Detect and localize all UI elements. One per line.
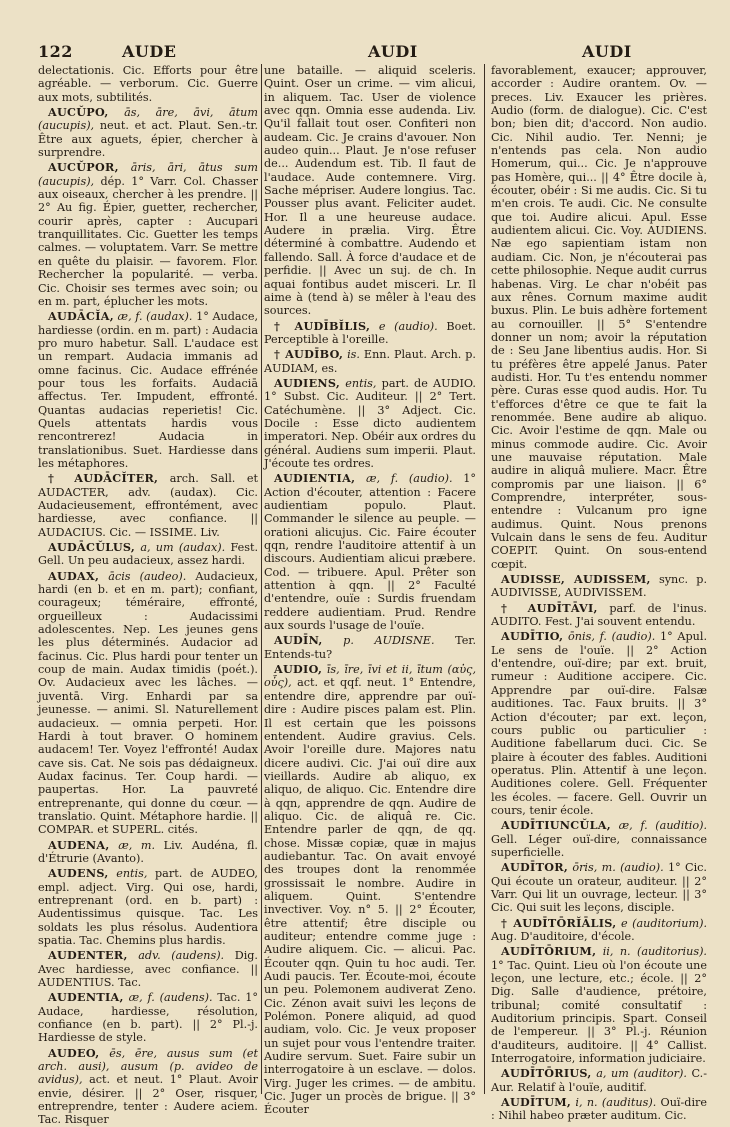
dictionary-entry — [264, 64, 476, 318]
entry-definition: Fest. Gell. Un peu audacieux, assez hardi. — [38, 541, 259, 568]
entry-definition: neut. et act. Plaut. Sen.-tr. Être aux aguets, épier, chercher à surprendre. — [38, 119, 258, 160]
entry-morphology: æ, m. — [109, 838, 156, 852]
entry-definition: Aug. D'auditoire, d'école. — [491, 930, 635, 943]
entry-morphology: ōris, m. (audio). — [568, 861, 664, 875]
entry-definition: 1° Apul. Le sens de l'ouïe. || 2° Action d'entendre, ouï-dire; par ext. bruit, rumeur : Auditione accipere. Cic. Apprendre par ouï-dire. Falsæ auditiones. Tac. Faux bruits. || 3° Action d'écouter; par ext. leçon, cours public ou particulier : Auditione fabellarum duci. Cic. Se plaire à écouter des fables. Auditioni operatus. Plin. Attentif à une leçon. Auditiones colere. Gell. Fréquenter les écoles. — facere. Gell. Ouvrir un cours, tenir école. — [491, 630, 708, 817]
headword: AUDĪTIUNCŬLA, — [501, 818, 611, 833]
headword: AUCŬPO, — [48, 105, 109, 120]
headword: AUDĪN, — [274, 633, 323, 648]
headword: † AUDĀCĬTER, — [48, 471, 159, 486]
dictionary-entry — [491, 602, 707, 629]
entry-morphology: entis, — [340, 376, 377, 390]
entry-definition: Ter. Entends-tu? — [264, 634, 476, 661]
headword: † AUDĪBĬLIS, — [274, 318, 371, 333]
dictionary-entry — [38, 991, 258, 1044]
entry-morphology: ōnis, f. (audio). — [563, 630, 656, 644]
dictionary-entry — [38, 867, 258, 947]
dictionary-entry — [491, 819, 707, 859]
dictionary-entry — [38, 949, 258, 989]
entry-definition: 1° Tac. Quint. Lieu où l'on écoute une leçon, une lecture, etc.; école. || 2° Dig. Salle d'audience, prétoire, tribunal; comité consultatif : Auditorium principis. Spart. Conseil de l'empereur. || 3° Pl.-j. Réunion d'auditeurs, auditoire. || 4° Callist. Interrogatoire, information judiciaire. — [491, 958, 707, 1066]
entry-definition: dép. 1° Varr. Col. Chasser aux oiseaux, chercher à les prendre. || 2° Au fig. Épier, guetter, rechercher, courir après, capter : Aucupari tranquillitates. Cic. Guetter les temps calmes. — voluptatem. Varr. Se mettre en quête du plaisir. — favorem. Flor. Rechercher la popularité. — verba. Cic. Choisir ses termes avec soin; ou en m. part, éplucher les mots. — [38, 174, 258, 308]
headword: AUDĪTUM, — [501, 1095, 572, 1110]
entry-definition: parf. de l'inus. AUDITO. Fest. J'ai souvent entendu. — [491, 601, 707, 629]
entry-morphology: is. — [343, 348, 360, 362]
column-3 — [491, 64, 708, 1123]
entry-morphology: æ, f. (audens). — [123, 991, 213, 1005]
entry-morphology: ācis (audeo). — [99, 569, 187, 583]
dictionary-entry — [491, 861, 707, 914]
column-rule — [484, 64, 485, 1094]
dictionary-entry — [38, 570, 258, 837]
entry-definition: 1° Audace, hardiesse (ordin. en m. part) : Audacia pro muro habetur. Sall. L'audace est un rempart. Audacia immanis ad omne facinus. Cic. Audace effrénée pour tous les forfaits. Audaciā affectus. Ter. Impudent, effronté. Quantas audacias reperietis! Cic. Quels attentats hardis vous rencontrerez! Audacia in translationibus. Suet. Hardiesse dans les métaphores. — [38, 310, 258, 470]
headword: AUDISSE, AUDISSEM, — [501, 572, 651, 587]
entry-morphology: e (auditorium). — [616, 916, 707, 930]
dictionary-entry — [491, 573, 707, 600]
entry-definition: part. de AUDIO. 1° Subst. Cic. Auditeur. || 2° Tert. Catéchumène. || 3° Adject. Cic. Docile : Esse dicto audientem imperatori. Nep. Obéir aux ordres du général. Audiens sum imperii. Plaut. J'écoute tes ordres. — [264, 376, 476, 470]
entry-morphology: entis, — [108, 867, 148, 881]
headword: AUDIENS, — [274, 375, 341, 390]
guide-word-right: AUDI — [582, 42, 632, 61]
entry-morphology: i, n. (auditus). — [571, 1096, 657, 1110]
entry-definition: delectationis. Cic. Efforts pour être agréable. — verborum. Cic. Guerre aux mots, subtilités. — [38, 64, 258, 104]
entry-definition: 1° Action d'écouter, attention : Facere audientiam populo. Plaut. Commander le silence au peuple. — orationi alicujus. Cic. Faire écouter qqn, rendre l'auditoire attentif à un discours. Audientiam alicui præbere. Cod. — tribuere. Apul. Prêter son attention à qqn. || 2° Faculté d'entendre, ouïe : Surdis fruendam reddere audientiam. Prud. Rendre aux sourds l'usage de l'ouïe. — [264, 472, 476, 633]
dictionary-entry — [38, 1047, 258, 1127]
column-2 — [264, 64, 476, 1117]
entry-definition: Audacieux, hardi (en b. et en m. part); confiant, courageux; téméraire, effronté, orgueilleux : Audacissimi adolescentes. Nep. Les jeunes gens les plus déterminés. Audacior ad facinus. Cic. Plus hardi pour tenter un coup de main. Audax timidis (poét.). Ov. Audacieux avec les lâches. — juventā. Virg. Enhardi par sa jeunesse. — animi. Sl. Naturellement audacieux. — omnia perpeti. Hor. Hardi à tout braver. O hominem audacem! Ter. Voyez l'effronté! Audax cave sis. Cat. Ne sois pas dédaigneux. Audax facinus. Ter. Coup hardi. — paupertas. Hor. La pauvreté entreprenante, qui donne du cœur. — translatio. Quint. Métaphore hardie. || COMPAR. et SUPERL. cités. — [38, 569, 258, 837]
entry-definition: arch. Sall. et AUDACTER, adv. (audax). Cic. Audacieusement, effrontément, avec hardiesse, avec confiance. || AUDACIUS. Cic. — ISSIME. Liv. — [38, 472, 258, 539]
dictionary-entry — [264, 320, 476, 347]
headword: AUDENA, — [48, 837, 110, 852]
headword: † AUDĪTŌRĬĀLIS, — [501, 915, 617, 930]
entry-morphology: a, um (auditor). — [591, 1067, 687, 1081]
entry-definition: sync. p. AUDIVISSE, AUDIVISSEM. — [491, 573, 708, 600]
entry-morphology: a, um (audax). — [135, 541, 226, 555]
headword: AUDĪTOR, — [501, 860, 569, 875]
headword: AUDENTER, — [48, 948, 128, 963]
dictionary-entry — [491, 1096, 707, 1123]
dictionary-entry — [491, 64, 707, 571]
headword: AUCŬPOR, — [48, 160, 119, 175]
entry-morphology: adv. (audens). — [127, 949, 225, 963]
dictionary-entry — [38, 310, 258, 470]
dictionary-entry — [264, 663, 476, 1117]
headword: AUDIO, — [274, 662, 323, 677]
entry-morphology: p. AUDISNE. — [322, 634, 435, 648]
entry-definition: act. et neut. 1° Plaut. Avoir envie, désirer. || 2° Oser, risquer, entreprendre, tenter : Audere aciem. Tac. Risquer — [38, 1073, 258, 1127]
entry-definition: une bataille. — aliquid sceleris. Quint. Oser un crime. — vim alicui, in aliquem. Tac. User de violence avec qqn. Omnia esse audenda. Liv. Qu'il fallait tout oser. Confiteri non audeam. Cic. Je crains d'avouer. Non audeo quin... Plaut. Je n'ose refuser de... Audendum est. Tib. Il faut de l'audace. Aude contemnere. Virg. Sache mépriser. Audere longius. Tac. Pousser plus avant. Feliciter audet. Hor. Il a une heureuse audace. Audere in prælia. Virg. Être déterminé à combattre. Audendo et fallendo. Sall. À force d'audace et de perfidie. || Avec un suj. de ch. In aquai fontibus audet misceri. Lr. Il aime à (tend à) se mêler à l'eau des sources. — [264, 64, 476, 318]
dictionary-entry — [491, 630, 707, 817]
headword: AUDĪTŌRIUM, — [501, 944, 597, 959]
dictionary-entry — [491, 945, 707, 1065]
guide-word-left: AUDE — [122, 42, 177, 61]
headword: AUDEO, — [48, 1045, 100, 1060]
dictionary-entry — [38, 64, 258, 104]
headword: AUDENS, — [48, 866, 109, 881]
dictionary-entry — [264, 377, 476, 470]
headword: AUDIENTIA, — [274, 471, 356, 486]
dictionary-entry — [491, 1067, 707, 1094]
dictionary-entry — [38, 541, 258, 568]
dictionary-entry — [491, 917, 707, 944]
headword: AUDĀCŬLUS, — [48, 540, 136, 555]
dictionary-entry — [264, 472, 476, 632]
entry-morphology: ās, āre, āvi, ātum (aucupis), — [38, 106, 258, 133]
entry-morphology: ii, n. (auditorius). — [596, 945, 707, 959]
entry-definition: 1° Cic. Qui écoute un orateur, auditeur. || 2° Varr. Qui lit un ouvrage, lecteur. || 3° Cic. Qui suit les leçons, disciple. — [491, 861, 707, 915]
page-number: 122 — [38, 42, 73, 61]
entry-definition: part. de AUDEO, empl. adject. Virg. Qui ose, hardi, entreprenant (ord. en b. part) : Audentissimus quisque. Tac. Les soldats les plus résolus. Audentiora spatia. Tac. Chemins plus hardis. — [38, 867, 258, 947]
entry-definition: Liv. Audéna, fl. d'Étrurie (Avanto). — [38, 838, 258, 865]
dictionary-entry — [264, 348, 476, 375]
entry-definition: Tac. 1° Audace, hardiesse, résolution, confiance (en b. part). || 2° Pl.-j. Hardiesse de style. — [38, 991, 258, 1045]
entry-definition: Boet. Perceptible à l'oreille. — [264, 319, 476, 346]
entry-morphology: īs, īre, īvi et ii, ītum (αὐς, οὖς), — [264, 663, 476, 690]
entry-morphology: æ, f. (audax). — [113, 310, 193, 324]
dictionary-entry — [38, 106, 258, 159]
column-rule — [261, 64, 262, 1094]
entry-definition: Gell. Léger ouï-dire, connaissance superficielle. — [491, 832, 707, 859]
entry-definition: favorablement, exaucer; approuver, accorder : Audire orantem. Ov. — preces. Liv. Exaucer les prières. Audio (form. de dialogue). Cic. C'est bon; bien dit; d'accord. Non audio. Cic. Nihil audio. Ter. Nenni; je n'entends pas cela. Non audio Homerum, qui... Cic. Je n'approuve pas Homère, qui... || 4° Être docile à, écouter, obéir : Si me audis. Cic. Si tu m'en crois. Te audi. Cic. Ne consulte que toi. Audire alicui. Apul. Esse audientem alicui. Cic. Voy. AUDIENS. Næ ego sapientiam istam non audiam. Cic. Non, je n'écouterai pas cette philosophie. Neque audit currus habenas. Virg. Le char n'obéit pas aux rênes. Cornum maxime audit buxus. Plin. Le buis adhère fortement au cornouiller. || 5° S'entendre donner un nom; avoir la réputation de : Seu Jane libentius audis. Hor. Si tu préfères être appelé Janus. Pater audisti. Hor. Tu t'es entendu nommer père. Curas esse quod audis. Hor. Tu t'efforces d'être ce que te fait la renommée. Bene audire ab aliquo. Cic. Avoir l'estime de qqn. Male ou minus commode audire. Cic. Avoir une mauvaise réputation. Male audire in aliquâ muliere. Macr. Être compromis par une liaison. || 6° Comprendre, interpréter, sous-entendre : Vulcanum pro igne audimus. Quint. Nous prenons Vulcain dans le sens de feu. Auditur COEPIT. Quint. On sous-entend cœpit. — [491, 64, 707, 571]
dictionary-entry — [38, 472, 258, 539]
dictionary-entry — [264, 634, 476, 661]
dictionary-entry — [38, 839, 258, 866]
entry-definition: Enn. Plaut. Arch. p. AUDIAM, es. — [264, 348, 476, 375]
headword: AUDENTIA, — [48, 990, 124, 1005]
headword: AUDAX, — [48, 568, 100, 583]
entry-morphology: ēs, ēre, ausus sum (et arch. ausi), ausum (p. avideo de avidus), — [38, 1046, 258, 1087]
headword: AUDĪTŌRIUS, — [501, 1066, 592, 1081]
entry-definition: act. et qqf. neut. 1° Entendre, entendre dire, apprendre par ouï-dire : Audire pisces palam est. Plin. Il est certain que les poissons entendent. Audire gravius. Cels. Avoir l'oreille dure. Majores natu dicere audivi. Cic. J'ai ouï dire aux vieillards. Audire ab aliquo, ex aliquo, de aliquo. Cic. Entendre dire à qqn, apprendre de qqn. Audire de aliquo. Cic. de aliquâ re. Cic. Entendre parler de qqn, de qq. chose. Missæ copiæ, quæ in majus audiebantur. Tac. On avait envoyé des troupes dont la renommée grossissait le nombre. Audire in aliquem. Quint. S'entendre invectiver. Voy. n° 5. || 2° Écouter, être attentif; être disciple ou auditeur; entendre comme juge : Audire aliquem. Cic. — alicui. Pac. Écouter qqn. Quin tu hoc audi. Ter. Audi paucis. Ter. Écoute-moi, écoute un peu. Polemonem audiverat Zeno. Cic. Zénon avait suivi les leçons de Polémon. Ponere aliquid, ad quod audiam, volo. Cic. Je veux proposer un sujet pour vous l'entendre traiter. Audire servum. Suet. Faire subir un interrogatoire à un esclave. — dolos. Virg. Juger les crimes. — de ambitu. Cic. Juger un procès de brigue. || 3° Écouter — [264, 676, 476, 1117]
headword: AUDĪTIO, — [501, 629, 564, 644]
column-1 — [38, 64, 259, 1127]
entry-definition: C.-Aur. Relatif à l'ouïe, auditif. — [491, 1067, 707, 1094]
headword: AUDĀCĬA, — [48, 309, 114, 324]
guide-word-center: AUDI — [368, 42, 418, 61]
entry-morphology: āris, āri, ātus sum (aucupis), — [38, 161, 258, 188]
entry-morphology: e (audio). — [370, 319, 438, 333]
entry-morphology: æ, f. (audio). — [355, 472, 453, 486]
entry-definition: Ouï-dire : Nihil habeo præter auditum. Cic. — [491, 1096, 707, 1123]
entry-morphology: æ, f. (auditio). — [610, 819, 707, 833]
dictionary-entry — [38, 161, 258, 308]
headword: † AUDĪBO, — [274, 347, 344, 362]
entry-definition: Dig. Avec hardiesse, avec confiance. || AUDENTIUS. Tac. — [38, 949, 258, 990]
headword: † AUDĪTĀVI, — [501, 600, 598, 615]
